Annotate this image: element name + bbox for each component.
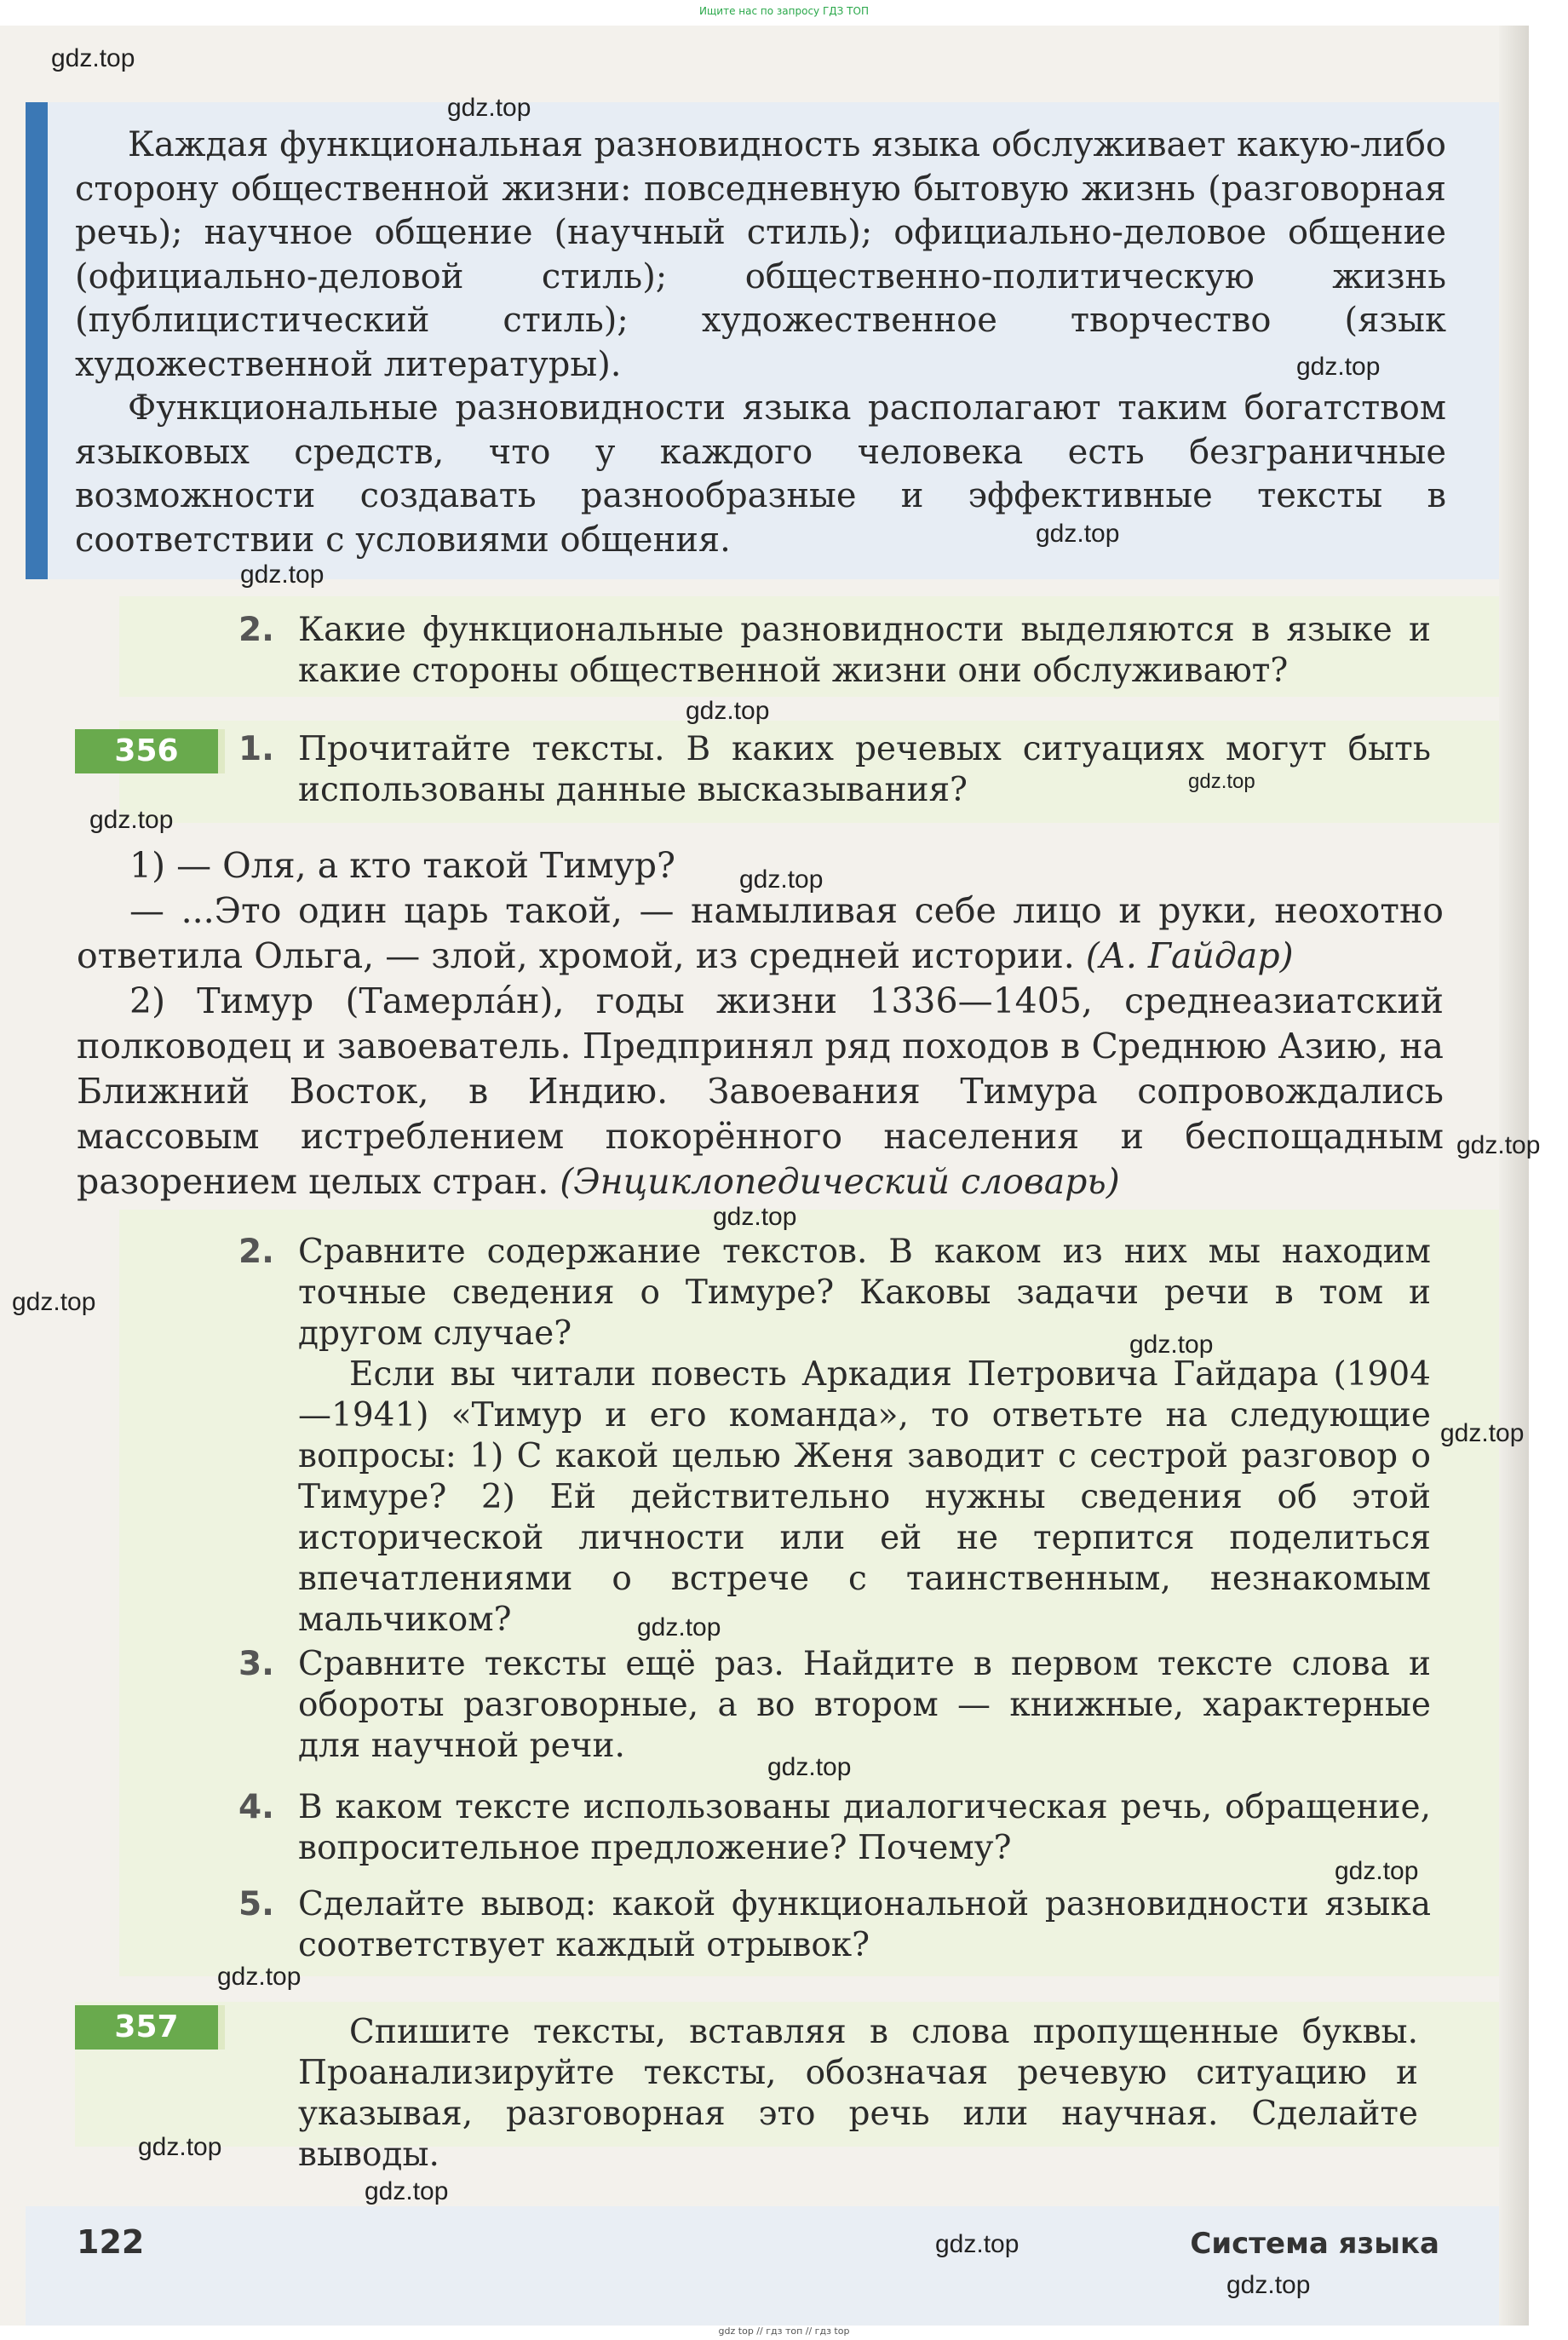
exercise-356-question-5 [238, 1884, 1431, 1966]
theory-paragraph-1: Каждая функциональная разновидность языка обслуживает какую-либо сторону общественной жизни: повседневную бытовую жизнь (разговорная речь); научное общение (научный стиль); официально-деловое общение (официально-деловой стиль); общественно-политическую жизнь (публицистический стиль); художественное творчество (язык художественной литературы). [75, 125, 1446, 384]
exercise-356-question-2 [238, 1232, 1431, 1641]
question-number: 4. [238, 1788, 274, 1826]
watermark: gdz.top [935, 2230, 1019, 2258]
question-number: 2. [238, 1233, 274, 1271]
page-spine-shadow [1499, 26, 1529, 2326]
text-1-dialogue: — ...Это один царь такой, — намыливая себе лицо и руки, неохотно ответила Ольга, — злой, хромой, из средней истории. [77, 890, 1444, 976]
text-1-line-1: 1) — Оля, а кто такой Тимур? [129, 845, 675, 886]
exercise-357-badge: 357 [75, 2005, 225, 2050]
exercise-356-question-4 [238, 1787, 1431, 1869]
watermark: gdz.top [12, 1288, 96, 1316]
exercise-357-instructions: Спишите тексты, вставляя в слова пропущенные буквы. Проанализируйте тексты, обозначая речевую ситуацию и указывая, разговорная это речь или научная. Сделайте выводы. [298, 2013, 1418, 2174]
theory-text [75, 124, 1446, 562]
top-note: Ищите нас по запросу ГДЗ ТОП [699, 5, 869, 17]
section-title: Система языка [1190, 2227, 1439, 2261]
question-text: Прочитайте тексты. В каких речевых ситуациях могут быть использованы данные высказывания? [298, 730, 1431, 809]
watermark: gdz.top [1456, 1131, 1541, 1159]
watermark: gdz.top [686, 697, 770, 725]
question-text: Какие функциональные разновидности выделяются в языке и какие стороны общественной жизни они обслуживают? [298, 611, 1431, 690]
watermark: gdz.top [713, 1203, 797, 1231]
page-footer [26, 2206, 1499, 2326]
watermark: gdz.top [1296, 353, 1381, 381]
text-2-body: 2) Тимур (Тамерла́н), годы жизни 1336—1405, среднеазиатский полководец и завоеватель. Предпринял ряд походов в Среднюю Азию, на Ближний Восток, в Индию. Завоевания Тимура сопровождались массовым истреблением покорённого населения и беспощадным разорением целых стран. [77, 980, 1444, 1202]
question-number: 2. [238, 611, 274, 649]
exercise-356-badge: 356 [75, 729, 225, 773]
watermark: gdz.top [637, 1613, 721, 1641]
text-2 [77, 979, 1444, 1204]
question-number: 5. [238, 1885, 274, 1923]
watermark: gdz.top [447, 94, 531, 122]
watermark: gdz.top [1335, 1857, 1419, 1885]
question-number: 1. [238, 730, 274, 768]
watermark: gdz.top [89, 806, 174, 834]
watermark: gdz.top [365, 2177, 449, 2205]
theory-accent-bar [26, 102, 48, 579]
question-text: Сравните тексты ещё раз. Найдите в первом тексте слова и обороты разговорные, а во втором — книжные, характерные для научной речи. [298, 1645, 1431, 1765]
text-1-source: (А. Гайдар) [1085, 935, 1294, 976]
exercise-356-question-3 [238, 1644, 1431, 1767]
watermark: gdz.top [1226, 2271, 1311, 2299]
question-extra-text: Если вы читали повесть Аркадия Петровича Гайдара (1904—1941) «Тимур и его команда», то ответьте на следующие вопросы: 1) С какой целью Женя заводит с сестрой разговор о Тимуре? 2) Ей действительно нужны сведения об этой исторической личности или ей не терпится поделиться впечатлениями о встрече с таинственным, незнакомым мальчиком? [298, 1355, 1431, 1639]
theory-question-2 [238, 610, 1431, 692]
watermark: gdz.top [240, 561, 325, 589]
watermark: gdz.top [217, 1963, 302, 1991]
watermark: gdz.top [1036, 520, 1120, 548]
question-number: 3. [238, 1645, 274, 1683]
question-text: В каком тексте использованы диалогическая речь, обращение, вопросительное предложение? Почему? [298, 1788, 1431, 1867]
text-2-source: (Энциклопедический словарь) [560, 1161, 1120, 1202]
question-text: Сделайте вывод: какой функциональной разновидности языка соответствует каждый отрывок? [298, 1885, 1431, 1964]
exercise-356-texts [77, 843, 1444, 1204]
watermark: gdz.top [767, 1753, 852, 1781]
watermark: gdz.top [739, 865, 824, 894]
watermark: gdz.top [138, 2133, 222, 2161]
page-number: 122 [77, 2223, 145, 2261]
question-text: Сравните содержание текстов. В каком из них мы находим точные сведения о Тимуре? Каковы задачи речи в том и другом случае? [298, 1233, 1431, 1353]
exercise-357-text [298, 2012, 1418, 2176]
bottom-note: gdz top // гдз топ // гдз top [718, 2326, 850, 2337]
watermark: gdz.top [1440, 1419, 1525, 1447]
text-1-line-2 [77, 888, 1444, 979]
watermark: gdz.top [1129, 1331, 1214, 1359]
theory-paragraph-2: Функциональные разновидности языка располагают таким богатством языковых средств, что у каждого человека есть безграничные возможности создавать разнообразные и эффективные тексты в соответствии с условиями общения. [75, 388, 1446, 560]
watermark: gdz.top [51, 44, 135, 72]
watermark: gdz.top [1188, 770, 1255, 793]
